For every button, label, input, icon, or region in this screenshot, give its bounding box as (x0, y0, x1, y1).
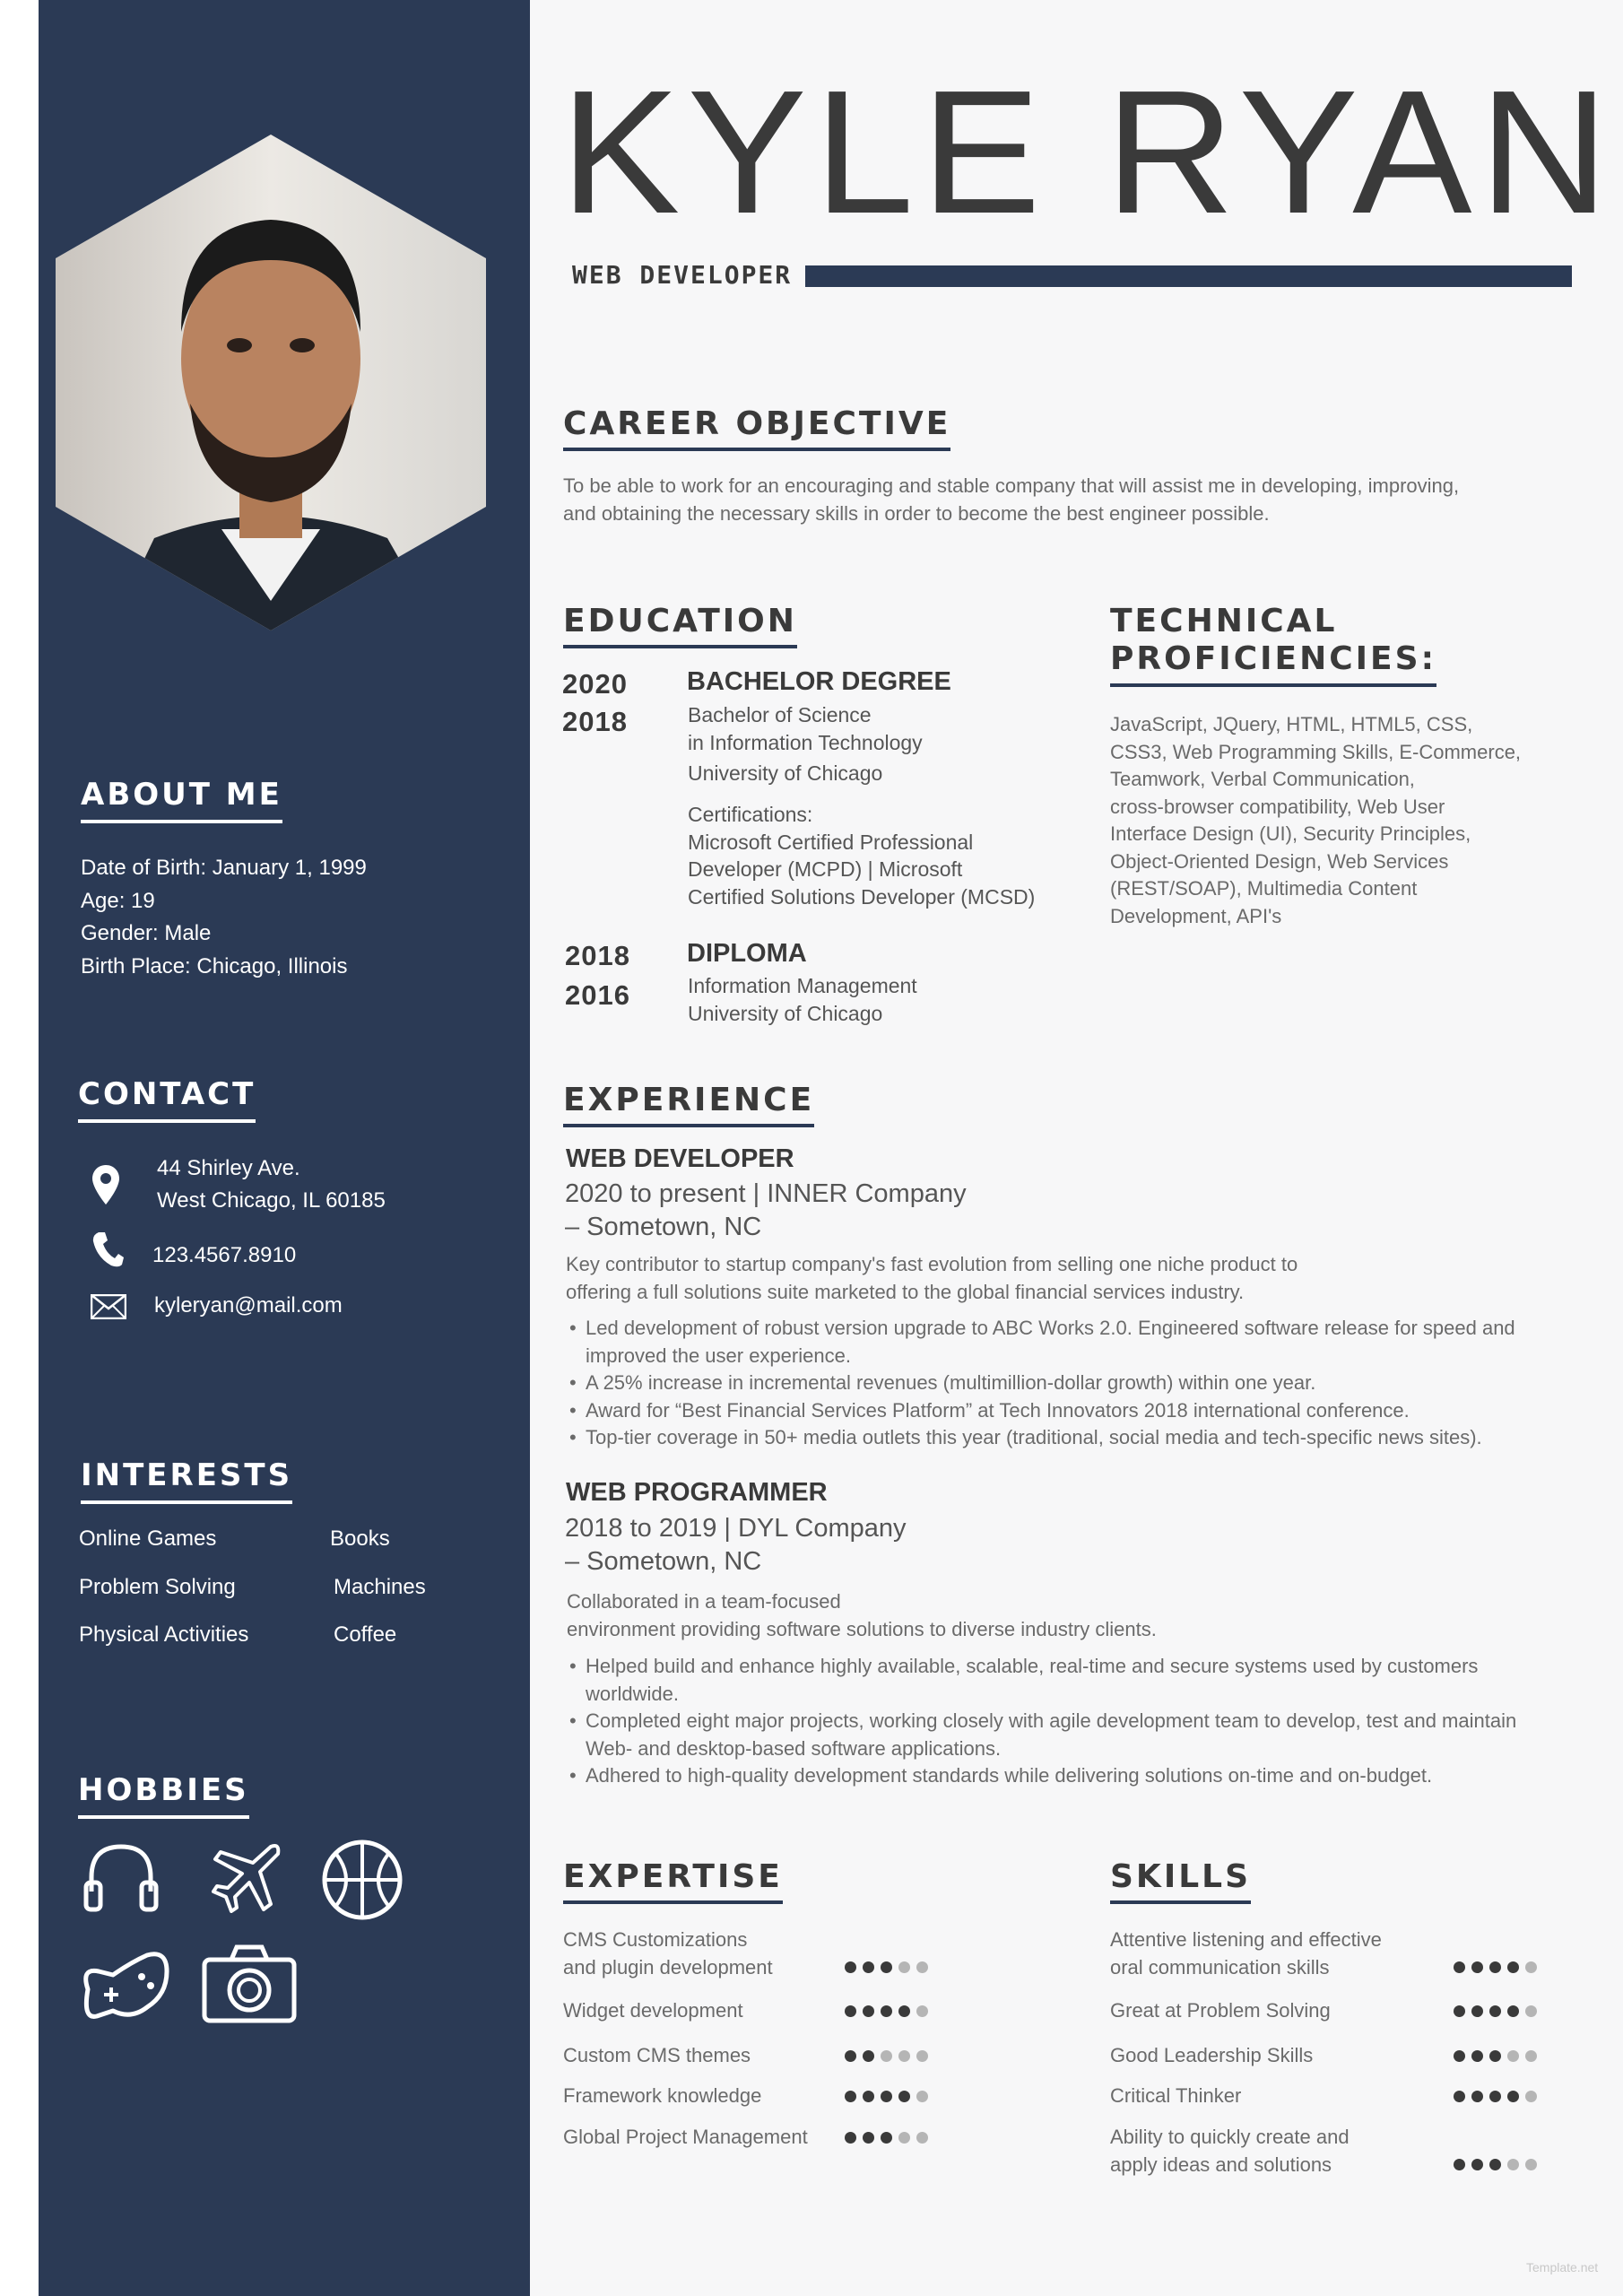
rating-dot-empty (898, 1961, 910, 1973)
job-bullet: • Award for “Best Financial Services Platform” at Tech Innovators 2018 international conference. (568, 1397, 1581, 1425)
edu-year-start: 2016 (565, 979, 630, 1011)
rating-label: Ability to quickly create and apply ideas and solutions (1110, 2126, 1350, 2176)
rating-dot-filled (1454, 2050, 1465, 2062)
edu-line: in Information Technology (688, 731, 923, 754)
rating-dots (1454, 2050, 1537, 2062)
rating-dots (845, 2050, 928, 2062)
location-pin-icon (91, 1163, 121, 1208)
job-role: WEB DEVELOPER (572, 260, 793, 290)
rating-dot-filled (1489, 2005, 1501, 2017)
rating-label: Widget development (563, 1999, 743, 2022)
rating-dot-filled (1454, 2091, 1465, 2102)
job-location: – Sometown, NC (565, 1547, 762, 1576)
rating-label: CMS Customizations and plugin development (563, 1928, 773, 1979)
job-period: 2018 to 2019 | DYL Company (565, 1514, 907, 1543)
rating-dots (1454, 2091, 1537, 2102)
rating-dots (845, 2005, 928, 2017)
technical-line: (REST/SOAP), Multimedia Content (1110, 877, 1418, 900)
rating-dot-empty (1525, 1961, 1537, 1973)
experience-heading: EXPERIENCE (563, 1082, 814, 1127)
edu-line: Bachelor of Science (688, 703, 872, 726)
job-location: – Sometown, NC (565, 1213, 762, 1241)
rating-dot-empty (1525, 2050, 1537, 2062)
rating-dot-filled (1507, 2091, 1519, 2102)
technical-list (1110, 711, 1521, 930)
airplane-icon (208, 1841, 285, 1913)
job-summary-line: offering a full solutions suite marketed to the global financial services industry. (566, 1281, 1245, 1303)
edu-cert-line: Developer (MCPD) | Microsoft (688, 857, 963, 881)
rating-dot-filled (881, 2091, 892, 2102)
rating-dots (845, 2132, 928, 2144)
rating-dot-filled (863, 1961, 874, 1973)
about-heading: ABOUT ME (81, 777, 282, 823)
rating-dot-empty (1507, 2050, 1519, 2062)
about-dob: Date of Birth: January 1, 1999 (81, 856, 367, 880)
phone-icon (91, 1231, 124, 1268)
job-bullet: • A 25% increase in incremental revenues (multimillion-dollar growth) within one year. (568, 1370, 1581, 1397)
technical-line: cross-browser compatibility, Web User (1110, 795, 1445, 818)
rating-dot-empty (916, 2050, 928, 2062)
rating-dot-filled (1489, 1961, 1501, 1973)
edu-cert-line: Certified Solutions Developer (MCSD) (688, 885, 1036, 909)
rating-dot-empty (916, 2091, 928, 2102)
rating-dot-filled (881, 2005, 892, 2017)
job-bullet: • Helped build and enhance highly available, scalable, real-time and secure systems used by customers worldwide. (568, 1653, 1581, 1708)
career-heading: CAREER OBJECTIVE (563, 405, 950, 451)
watermark: Template.net (1526, 2260, 1599, 2274)
rating-dot-filled (863, 2005, 874, 2017)
profile-photo (56, 135, 486, 632)
rating-label: Critical Thinker (1110, 2084, 1242, 2107)
rating-dot-filled (1454, 1961, 1465, 1973)
job-period: 2020 to present | INNER Company (565, 1179, 967, 1208)
interest-item: Physical Activities (79, 1622, 249, 1647)
rating-dot-filled (1489, 2091, 1501, 2102)
basketball-icon (321, 1839, 404, 1921)
rating-dots (845, 1961, 928, 1973)
contact-email[interactable]: kyleryan@mail.com (154, 1293, 343, 1318)
edu-cert-label: Certifications: (688, 803, 813, 826)
interest-item: Problem Solving (79, 1575, 236, 1599)
rating-label: Global Project Management (563, 2126, 808, 2148)
rating-dot-empty (916, 2132, 928, 2144)
edu-cert-line: Microsoft Certified Professional (688, 831, 974, 854)
rating-dots (1454, 2159, 1537, 2170)
job-title: WEB DEVELOPER (566, 1144, 794, 1173)
rating-dot-filled (898, 2091, 910, 2102)
job-bullets (568, 1653, 1581, 1790)
technical-heading-line1: TECHNICAL (1110, 603, 1338, 639)
rating-dot-filled (845, 2132, 856, 2144)
about-gender: Gender: Male (81, 921, 212, 945)
contact-phone[interactable]: 123.4567.8910 (152, 1243, 297, 1267)
technical-line: Development, API's (1110, 904, 1282, 927)
rating-dot-filled (845, 2050, 856, 2062)
technical-heading-line2: PROFICIENCIES: (1110, 640, 1436, 687)
rating-dot-empty (916, 2005, 928, 2017)
rating-dot-filled (1471, 2005, 1483, 2017)
education-heading: EDUCATION (563, 603, 797, 648)
job-bullet: • Adhered to high-quality development standards while delivering solutions on-time and on-budget. (568, 1762, 1581, 1790)
camera-icon (201, 1942, 298, 2024)
technical-line: CSS3, Web Programming Skills, E-Commerce, (1110, 740, 1522, 763)
rating-dot-empty (898, 2050, 910, 2062)
rating-dot-empty (1525, 2159, 1537, 2170)
rating-dot-empty (1525, 2091, 1537, 2102)
job-summary-line: Collaborated in a team-focused (567, 1590, 841, 1613)
rating-dot-filled (1471, 2091, 1483, 2102)
rating-dot-filled (863, 2132, 874, 2144)
job-summary-line: Key contributor to startup company's fast evolution from selling one niche product to (566, 1253, 1298, 1275)
technical-heading (1110, 603, 1436, 687)
rating-dot-empty (881, 2050, 892, 2062)
interest-item: Books (330, 1526, 390, 1551)
job-bullet: • Top-tier coverage in 50+ media outlets this year (traditional, social media and tech-specific news sites). (568, 1424, 1581, 1452)
rating-label: Custom CMS themes (563, 2044, 751, 2066)
rating-dot-filled (1489, 2050, 1501, 2062)
rating-dot-filled (863, 2050, 874, 2062)
rating-dot-filled (845, 2005, 856, 2017)
rating-dot-filled (881, 1961, 892, 1973)
rating-label: Framework knowledge (563, 2084, 762, 2107)
interests-heading: INTERESTS (81, 1457, 292, 1504)
rating-dot-filled (863, 2091, 874, 2102)
technical-line: JavaScript, JQuery, HTML, HTML5, CSS, (1110, 713, 1473, 735)
rating-dot-empty (898, 2132, 910, 2144)
rating-label: Great at Problem Solving (1110, 1999, 1331, 2022)
contact-heading: CONTACT (78, 1076, 256, 1123)
expertise-heading: EXPERTISE (563, 1858, 783, 1904)
job-bullet: • Led development of robust version upgrade to ABC Works 2.0. Engineered software release for speed and improved the user experience. (568, 1315, 1581, 1370)
rating-dot-empty (916, 1961, 928, 1973)
edu-degree: DIPLOMA (687, 939, 807, 968)
rating-dot-empty (1525, 2005, 1537, 2017)
headphones-icon (82, 1841, 160, 1913)
rating-label: Good Leadership Skills (1110, 2044, 1314, 2066)
rating-dot-filled (845, 2091, 856, 2102)
interest-item: Machines (334, 1575, 426, 1599)
rating-dot-empty (1507, 2159, 1519, 2170)
hobbies-heading: HOBBIES (78, 1772, 249, 1819)
technical-line: Object-Oriented Design, Web Services (1110, 849, 1449, 873)
rating-dot-filled (1507, 1961, 1519, 1973)
envelope-icon (91, 1294, 126, 1319)
rating-dot-filled (1454, 2159, 1465, 2170)
interest-item: Online Games (79, 1526, 217, 1551)
rating-dot-filled (1489, 2159, 1501, 2170)
about-birthplace: Birth Place: Chicago, Illinois (81, 954, 348, 978)
edu-year-start: 2018 (562, 706, 628, 737)
edu-line: University of Chicago (688, 1002, 883, 1025)
job-title: WEB PROGRAMMER (566, 1478, 828, 1507)
rating-dot-filled (898, 2005, 910, 2017)
edu-line: Information Management (688, 974, 917, 997)
career-text-line2: and obtaining the necessary skills in order to become the best engineer possible. (563, 502, 1270, 525)
role-underline-bar (805, 265, 1572, 287)
skills-heading: SKILLS (1110, 1858, 1251, 1904)
rating-dots (1454, 1961, 1537, 1973)
rating-dots (1454, 2005, 1537, 2017)
edu-year-end: 2020 (562, 668, 628, 700)
rating-dot-filled (881, 2132, 892, 2144)
rating-dot-filled (845, 1961, 856, 1973)
job-bullet: • Completed eight major projects, working closely with agile development team to develop, test and maintain Web- and desktop-based software applications. (568, 1708, 1581, 1762)
job-bullets (568, 1315, 1581, 1452)
technical-line: Teamwork, Verbal Communication, (1110, 768, 1415, 790)
rating-dot-filled (1454, 2005, 1465, 2017)
contact-address-line2: West Chicago, IL 60185 (157, 1188, 386, 1213)
rating-dot-filled (1471, 1961, 1483, 1973)
job-summary-line: environment providing software solutions to diverse industry clients. (567, 1618, 1157, 1640)
rating-dot-filled (1471, 2159, 1483, 2170)
rating-label: Attentive listening and effective oral communication skills (1110, 1928, 1382, 1979)
contact-address-line1: 44 Shirley Ave. (157, 1156, 300, 1180)
career-text-line1: To be able to work for an encouraging and stable company that will assist me in developing, improving, (563, 474, 1460, 497)
rating-dot-filled (1507, 2005, 1519, 2017)
candidate-name: KYLE RYAN (560, 54, 1617, 250)
game-controller-icon (77, 1944, 172, 2023)
edu-line: University of Chicago (688, 761, 883, 785)
edu-degree: BACHELOR DEGREE (687, 667, 951, 696)
rating-dots (845, 2091, 928, 2102)
interest-item: Coffee (334, 1622, 397, 1647)
rating-dot-filled (1471, 2050, 1483, 2062)
about-age: Age: 19 (81, 889, 155, 913)
technical-line: Interface Design (UI), Security Principles, (1110, 822, 1471, 845)
edu-year-end: 2018 (565, 940, 630, 971)
